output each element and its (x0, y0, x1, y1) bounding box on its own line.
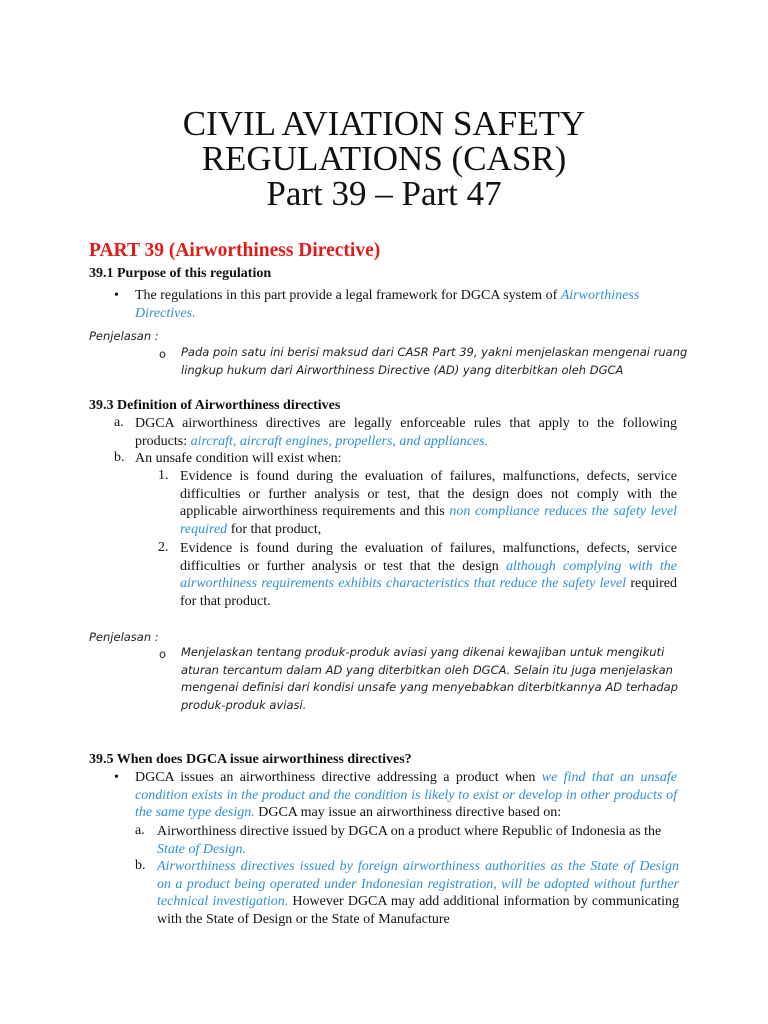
text-span: required for that product. (180, 576, 677, 609)
item-1-paragraph (180, 468, 677, 538)
section-39-1-heading: 39.1 Purpose of this regulation (89, 266, 272, 281)
circle-marker: o (159, 347, 167, 361)
text-span: However DGCA may add additional information by communicating with the State of Design or the State of Manufacture (157, 894, 679, 927)
penjelasan-label: Penjelasan : (89, 329, 159, 343)
part-39-heading: PART 39 (Airworthiness Directive) (89, 240, 381, 261)
item-a-paragraph (135, 415, 677, 450)
section-39-5-paragraph (135, 769, 677, 822)
list-marker-a: a. (114, 415, 124, 430)
highlight-span: Airworthiness directives issued by foreign airworthiness authorities as the State of Design on a product being operated under Indonesian registration, will be adopted without further technical investigation. (157, 859, 679, 909)
highlight-span: State of Design (157, 841, 243, 857)
section-39-1-paragraph (135, 287, 680, 322)
section-39-5-heading: 39.5 When does DGCA issue airworthiness directives? (89, 752, 412, 767)
section-39-3-heading: 39.3 Definition of Airworthiness directives (89, 398, 341, 413)
highlight-span: . (242, 841, 247, 857)
bullet-marker: • (114, 288, 119, 303)
text-span: The regulations in this part provide a legal framework for DGCA system of (135, 288, 561, 303)
list-marker-2: 2. (158, 540, 169, 555)
highlight-span: although complying with the airworthiness requirements exhibits characteristics that reduce the safety level (180, 558, 677, 591)
title-line-3: Part 39 – Part 47 (266, 174, 502, 213)
item-b-paragraph: An unsafe condition will exist when: (135, 451, 342, 466)
section-39-3-note: Menjelaskan tentang produk-produk aviasi yang dikenai kewajiban untuk mengikuti aturan tercantum dalam AD yang diterbitkan oleh DGCA. Selain itu juga menjelaskan mengenai definisi dari kondisi unsafe yang menyebabkan diterbitkannya AD terhadap produk-produk aviasi. (181, 645, 679, 712)
item-5b-paragraph (157, 858, 679, 928)
text-span: DGCA airworthiness directives are legally enforceable rules that apply to the following products: (135, 416, 677, 449)
text-span: DGCA may issue an airworthiness directive based on: (254, 805, 562, 820)
title-line-2: REGULATIONS (CASR) (201, 139, 567, 178)
text-span: for that product, (227, 521, 322, 537)
document-title (0, 106, 768, 211)
title-line-1: CIVIL AVIATION SAFETY (182, 104, 586, 143)
circle-marker: o (159, 647, 167, 661)
text-span: Evidence is found during the evaluation of failures, malfunctions, defects, service difficulties or further analysis or test that the design (180, 541, 677, 574)
text-span: Airworthiness directive issued by DGCA on a product where Republic of Indonesia as the (157, 824, 662, 839)
text-span: DGCA issues an airworthiness directive addressing a product when (135, 770, 542, 785)
item-2-paragraph (180, 540, 677, 610)
highlight-span: we find that an unsafe condition exists in the product and the condition is likely to exist or develop in other products of the same type design. (135, 770, 677, 820)
list-marker-1: 1. (158, 468, 169, 483)
highlight-span: . (192, 305, 196, 321)
text-span: Evidence is found during the evaluation of failures, malfunctions, defects, service difficulties or further analysis or test, that the design does not comply with the applicable airworthiness requirements and this (180, 469, 677, 519)
bullet-marker: • (114, 770, 119, 785)
list-marker-a: a. (135, 823, 145, 838)
highlight-span: Airworthiness Directives (135, 288, 640, 321)
penjelasan-label: Penjelasan : (89, 630, 159, 644)
highlight-span: aircraft, aircraft engines, propellers, and appliances. (190, 433, 489, 449)
item-5a-paragraph (157, 823, 679, 858)
highlight-span: non compliance reduces the safety level required (180, 504, 677, 537)
list-marker-b: b. (114, 450, 125, 465)
list-marker-b: b. (135, 858, 146, 873)
section-39-1-note: Pada poin satu ini berisi maksud dari CASR Part 39, yakni menjelaskan mengenai ruang lingkup hukum dari Airworthiness Directive (AD) yang diterbitkan oleh DGCA (181, 345, 688, 377)
